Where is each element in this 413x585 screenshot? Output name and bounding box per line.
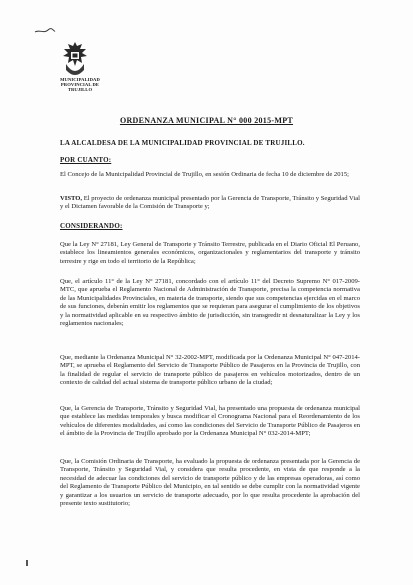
visto-label: VISTO, (60, 195, 83, 202)
handwritten-mark (34, 27, 56, 35)
visto-paragraph (60, 195, 360, 212)
considerando-paragraph-1: Que la Ley N° 27181, Ley General de Transporte y Tránsito Terrestre, publicada en el Diario Oficial El Peruano, establece los lineamientos generales económicos, organizacionales y reglamentarios del transporte y tránsito terrestre y rige en todo el territorio de la República; (60, 241, 360, 265)
intro-paragraph: El Concejo de la Municipalidad Provincial de Trujillo, en sesión Ordinaria de fecha 10 de diciembre de 2015; (60, 171, 349, 178)
scan-artifact (26, 560, 28, 566)
authority-heading: LA ALCALDESA DE LA MUNICIPALIDAD PROVINCIAL DE TRUJILLO. (60, 139, 305, 147)
considerando-heading: CONSIDERANDO: (60, 222, 123, 230)
considerando-paragraph-2: Que, el artículo 11° de la Ley N° 27181, concordado con el artículo 11° del Decreto Supremo N° 017-2009-MTC, que aprueba el Reglamento Nacional de Administración de Transporte, precisa la competencia normativa de las Municipalidades Provinciales, en materia de transporte, siendo que sus competencias ejercidas en el marco de sus funciones, deberán emitir los reglamentos que se requieran para asegurar el cumplimiento de los objetivos y la normatividad aplicable en su respectivo ámbito de jurisdicción, sin transgredir ni desnaturalizar la Ley y los reglamentos nacionales; (60, 278, 360, 328)
visto-text: El proyecto de ordenanza municipal presentado por la Gerencia de Transporte, Tránsito y Seguridad Vial y el Dictamen favorable de la Comisión de Transporte y; (60, 195, 360, 211)
por-cuanto-heading: POR CUANTO: (60, 156, 112, 164)
considerando-paragraph-3: Que, mediante la Ordenanza Municipal N° 32-2002-MPT, modificada por la Ordenanza Municipal N° 047-2014-MPT, se aprueba el Reglamento del Servicio de Transporte Público de Pasajeros en la Provincia de Trujillo, con la finalidad de regular el servicio de transporte público de pasajeros en vehículos motorizados, dentro de un contexto de calidad del actual sistema de transporte público urbano de la ciudad; (60, 354, 360, 387)
institution-name: MUNICIPALIDAD PROVINCIAL DE TRUJILLO (60, 77, 100, 93)
considerando-paragraph-4: Que, la Gerencia de Transporte, Tránsito y Seguridad Vial, ha presentado una propuesta de ordenanza municipal que establece las medidas temporales y busca modificar el Cronograma Nacional para el Reordenamiento de los vehículos de diferentes modalidades, así como las condiciones del Servicio de Transporte Público de Pasajeros en el ámbito de la Provincia de Trujillo aprobado por la Ordenanza Municipal N° 032-2014-MPT; (60, 405, 360, 438)
considerando-paragraph-5: Que, la Comisión Ordinaria de Transporte, ha evaluado la propuesta de ordenanza presentada por la Gerencia de Transporte, Tránsito y Seguridad Vial, y considera que resulta procedente, en vista de que responde a la necesidad de adecuar las condiciones del servicio de transporte público y de las empresas operadoras, así como del Reglamento de Transporte Público del Municipio, en tal sentido se debe cumplir con la normatividad vigente y garantizar a los usuarios un servicio de transporte adecuado, por lo que resulta procedente la aprobación del presente texto sustitutorio; (60, 458, 360, 508)
coat-of-arms-logo (58, 40, 92, 80)
ordinance-title: ORDENANZA MUNICIPAL N° 000 2015-MPT (119, 116, 294, 125)
